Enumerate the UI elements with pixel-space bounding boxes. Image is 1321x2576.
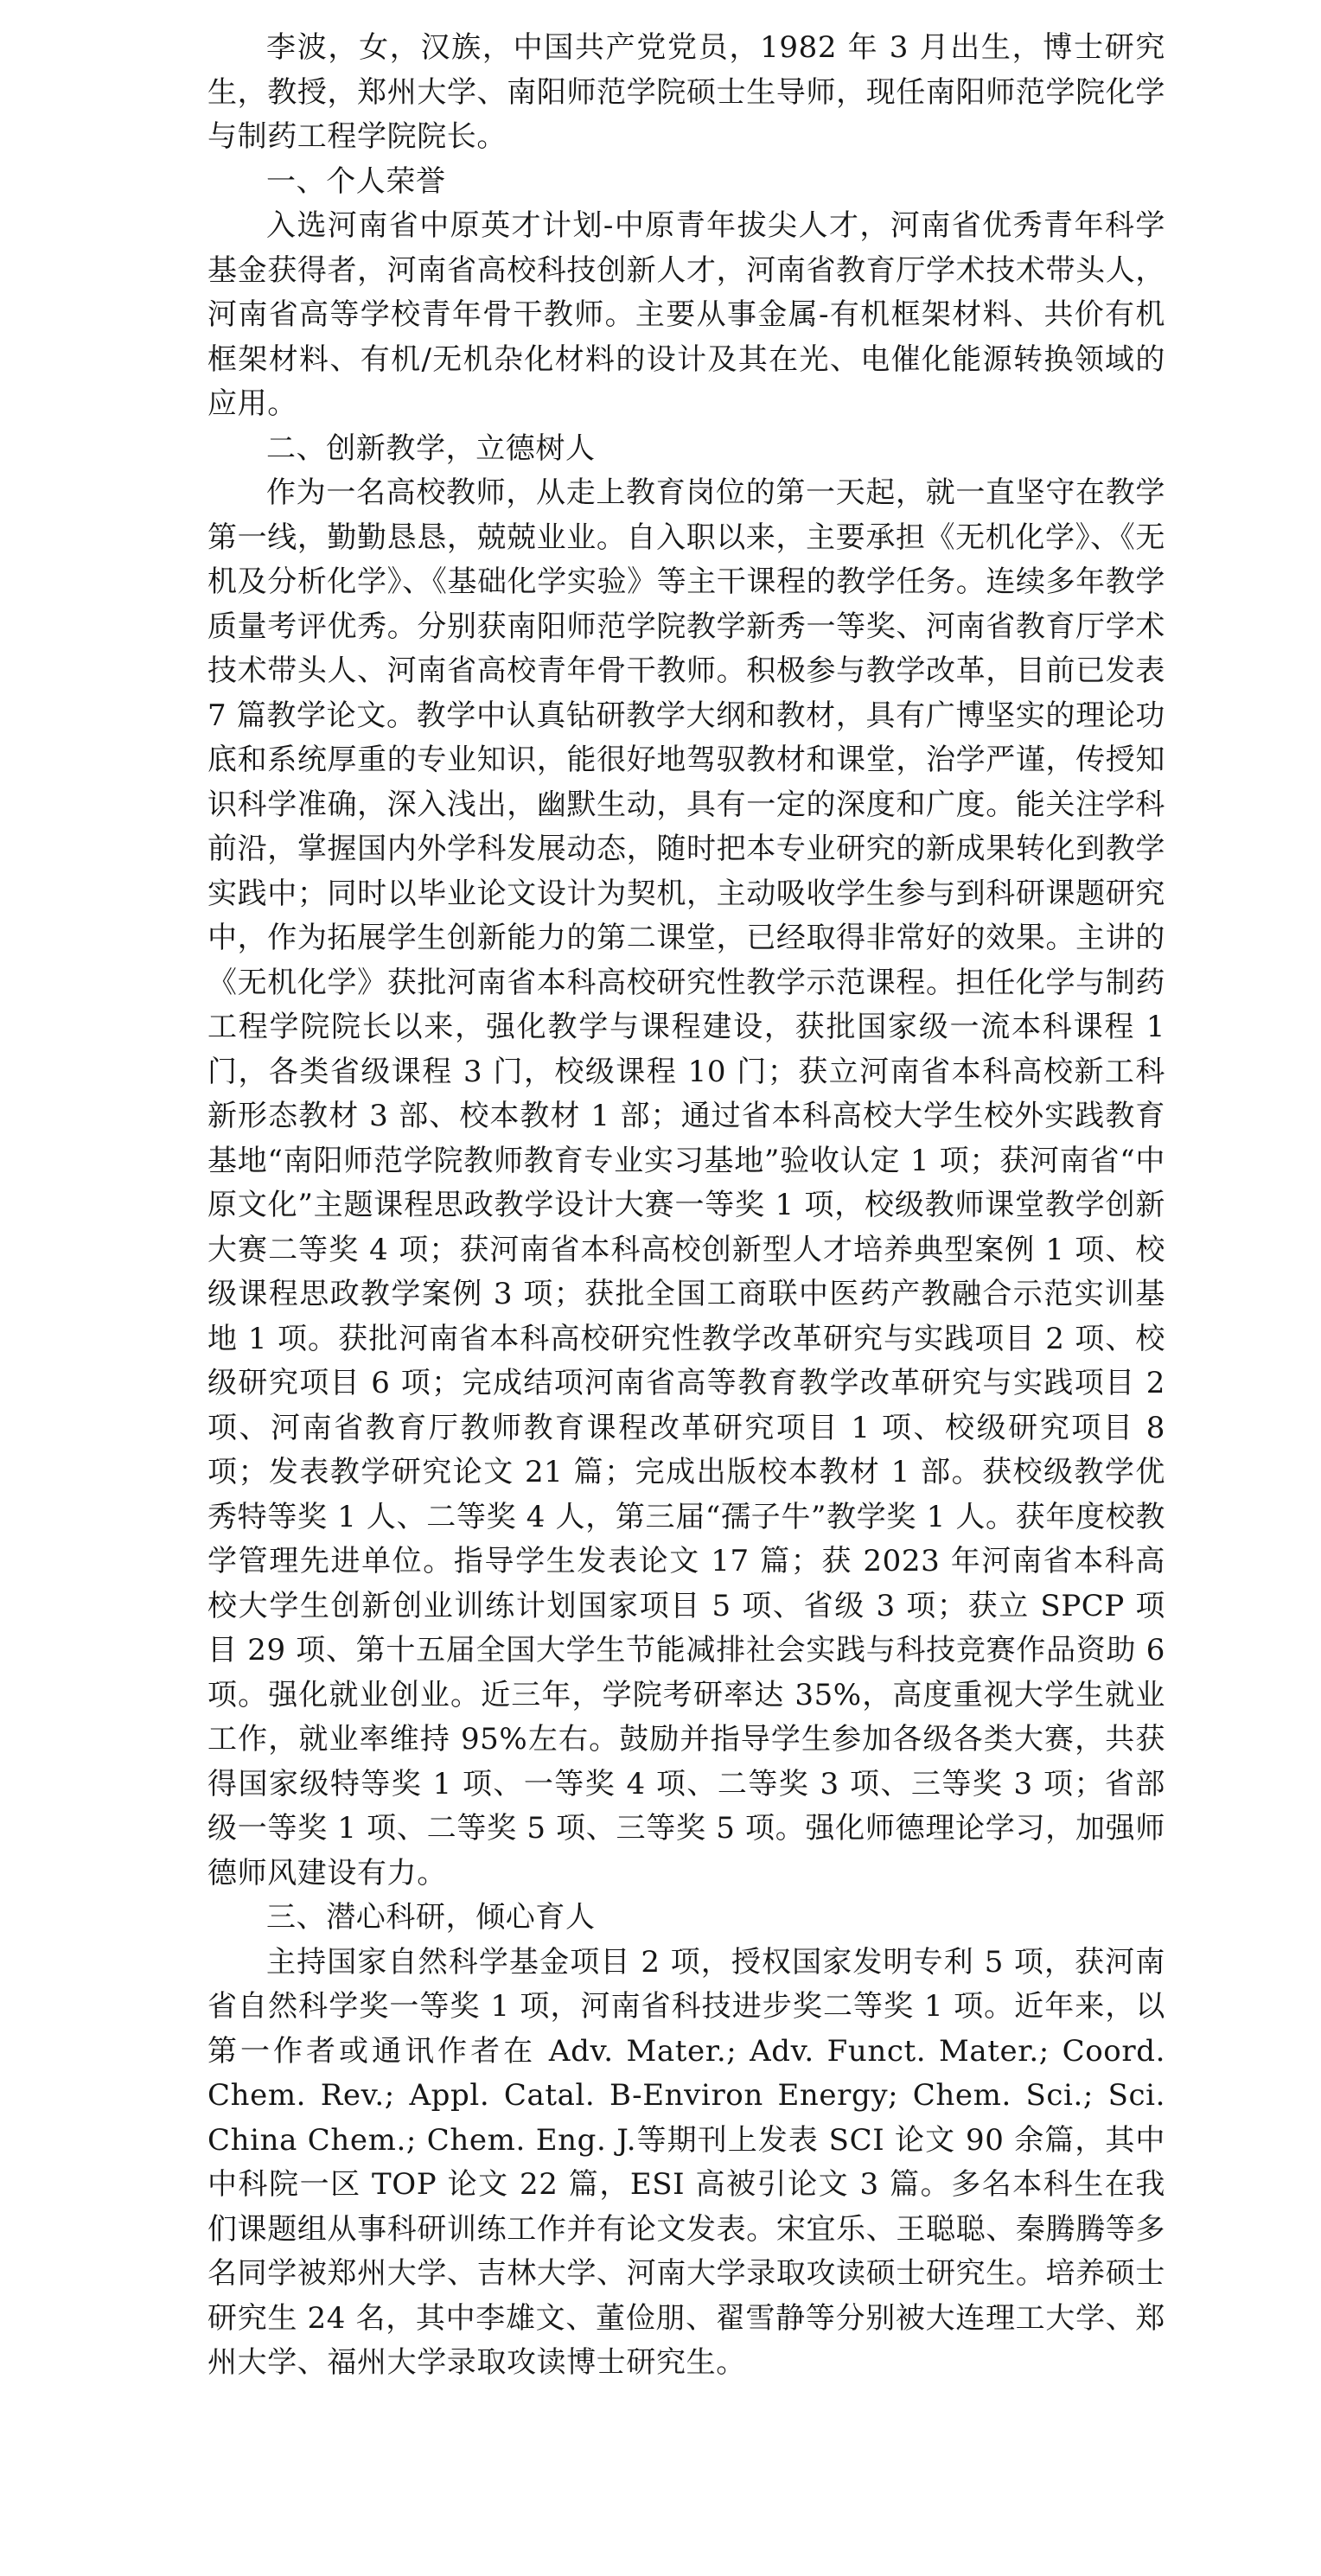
section-paragraph-personal-honors: 入选河南省中原英才计划-中原青年拔尖人才，河南省优秀青年科学基金获得者，河南省高校科技创新人才，河南省教育厅学术技术带头人，河南省高等学校青年骨干教师。主要从事金属-有机框架材料、共价有机框架材料、有机/无机杂化材料的设计及其在光、电催化能源转换领域的应用。	[207, 208, 1165, 421]
section-heading-personal-honors: 一、个人荣誉	[266, 163, 446, 199]
section-paragraph-research: 主持国家自然科学基金项目 2 项，授权国家发明专利 5 项，获河南省自然科学奖一等奖 1 项，河南省科技进步奖二等奖 1 项。近年来，以第一作者或通讯作者在 Adv. Mater.; Adv. Funct. Mater.; Coord. Chem. Rev.; Appl. Catal. B-Environ Energy; Chem. Sci.; Sci. China Chem.; Chem. Eng. J.等期刊上发表 SCI 论文 90 余篇，其中中科院一区 TOP 论文 22 篇，ESI 高被引论文 3 篇。多名本科生在我们课题组从事科研训练工作并有论文发表。宋宜乐、王聪聪、秦腾腾等多名同学被郑州大学、吉林大学、河南大学录取攻读硕士研究生。培养硕士研究生 24 名，其中李雄文、董俭朋、翟雪静等分别被大连理工大学、郑州大学、福州大学录取攻读博士研究生。	[207, 1944, 1165, 2380]
intro-paragraph: 李波，女，汉族，中国共产党党员，1982 年 3 月出生，博士研究生，教授，郑州大学、南阳师范学院硕士生导师，现任南阳师范学院化学与制药工程学院院长。	[207, 30, 1165, 154]
section-heading-research: 三、潜心科研，倾心育人	[266, 1900, 596, 1935]
section-heading-innovative-teaching: 二、创新教学，立德树人	[266, 430, 596, 466]
section-paragraph-innovative-teaching: 作为一名高校教师，从走上教育岗位的第一天起，就一直坚守在教学第一线，勤勤恳恳，兢兢业业。自入职以来，主要承担《无机化学》、《无机及分析化学》、《基础化学实验》等主干课程的教学任务。连续多年教学质量考评优秀。分别获南阳师范学院教学新秀一等奖、河南省教育厅学术技术带头人、河南省高校青年骨干教师。积极参与教学改革，目前已发表 7 篇教学论文。教学中认真钻研教学大纲和教材，具有广博坚实的理论功底和系统厚重的专业知识，能很好地驾驭教材和课堂，治学严谨，传授知识科学准确，深入浅出，幽默生动，具有一定的深度和广度。能关注学科前沿，掌握国内外学科发展动态，随时把本专业研究的新成果转化到教学实践中；同时以毕业论文设计为契机，主动吸收学生参与到科研课题研究中，作为拓展学生创新能力的第二课堂，已经取得非常好的效果。主讲的《无机化学》获批河南省本科高校研究性教学示范课程。担任化学与制药工程学院院长以来，强化教学与课程建设，获批国家级一流本科课程 1 门，各类省级课程 3 门，校级课程 10 门；获立河南省本科高校新工科新形态教材 3 部、校本教材 1 部；通过省本科高校大学生校外实践教育基地“南阳师范学院教师教育专业实习基地”验收认定 1 项；获河南省“中原文化”主题课程思政教学设计大赛一等奖 1 项，校级教师课堂教学创新大赛二等奖 4 项；获河南省本科高校创新型人才培养典型案例 1 项、校级课程思政教学案例 3 项；获批全国工商联中医药产教融合示范实训基地 1 项。获批河南省本科高校研究性教学改革研究与实践项目 2 项、校级研究项目 6 项；完成结项河南省高等教育教学改革研究与实践项目 2 项、河南省教育厅教师教育课程改革研究项目 1 项、校级研究项目 8 项；发表教学研究论文 21 篇；完成出版校本教材 1 部。获校级教学优秀特等奖 1 人、二等奖 4 人，第三届“孺子牛”教学奖 1 人。获年度校教学管理先进单位。指导学生发表论文 17 篇；获 2023 年河南省本科高校大学生创新创业训练计划国家项目 5 项、省级 3 项；获立 SPCP 项目 29 项、第十五届全国大学生节能减排社会实践与科技竞赛作品资助 6 项。强化就业创业。近三年，学院考研率达 35%，高度重视大学生就业工作，就业率维持 95%左右。鼓励并指导学生参加各级各类大赛，共获得国家级特等奖 1 项、一等奖 4 项、二等奖 3 项、三等奖 3 项；省部级一等奖 1 项、二等奖 5 项、三等奖 5 项。强化师德理论学习，加强师德师风建设有力。	[207, 475, 1165, 1891]
